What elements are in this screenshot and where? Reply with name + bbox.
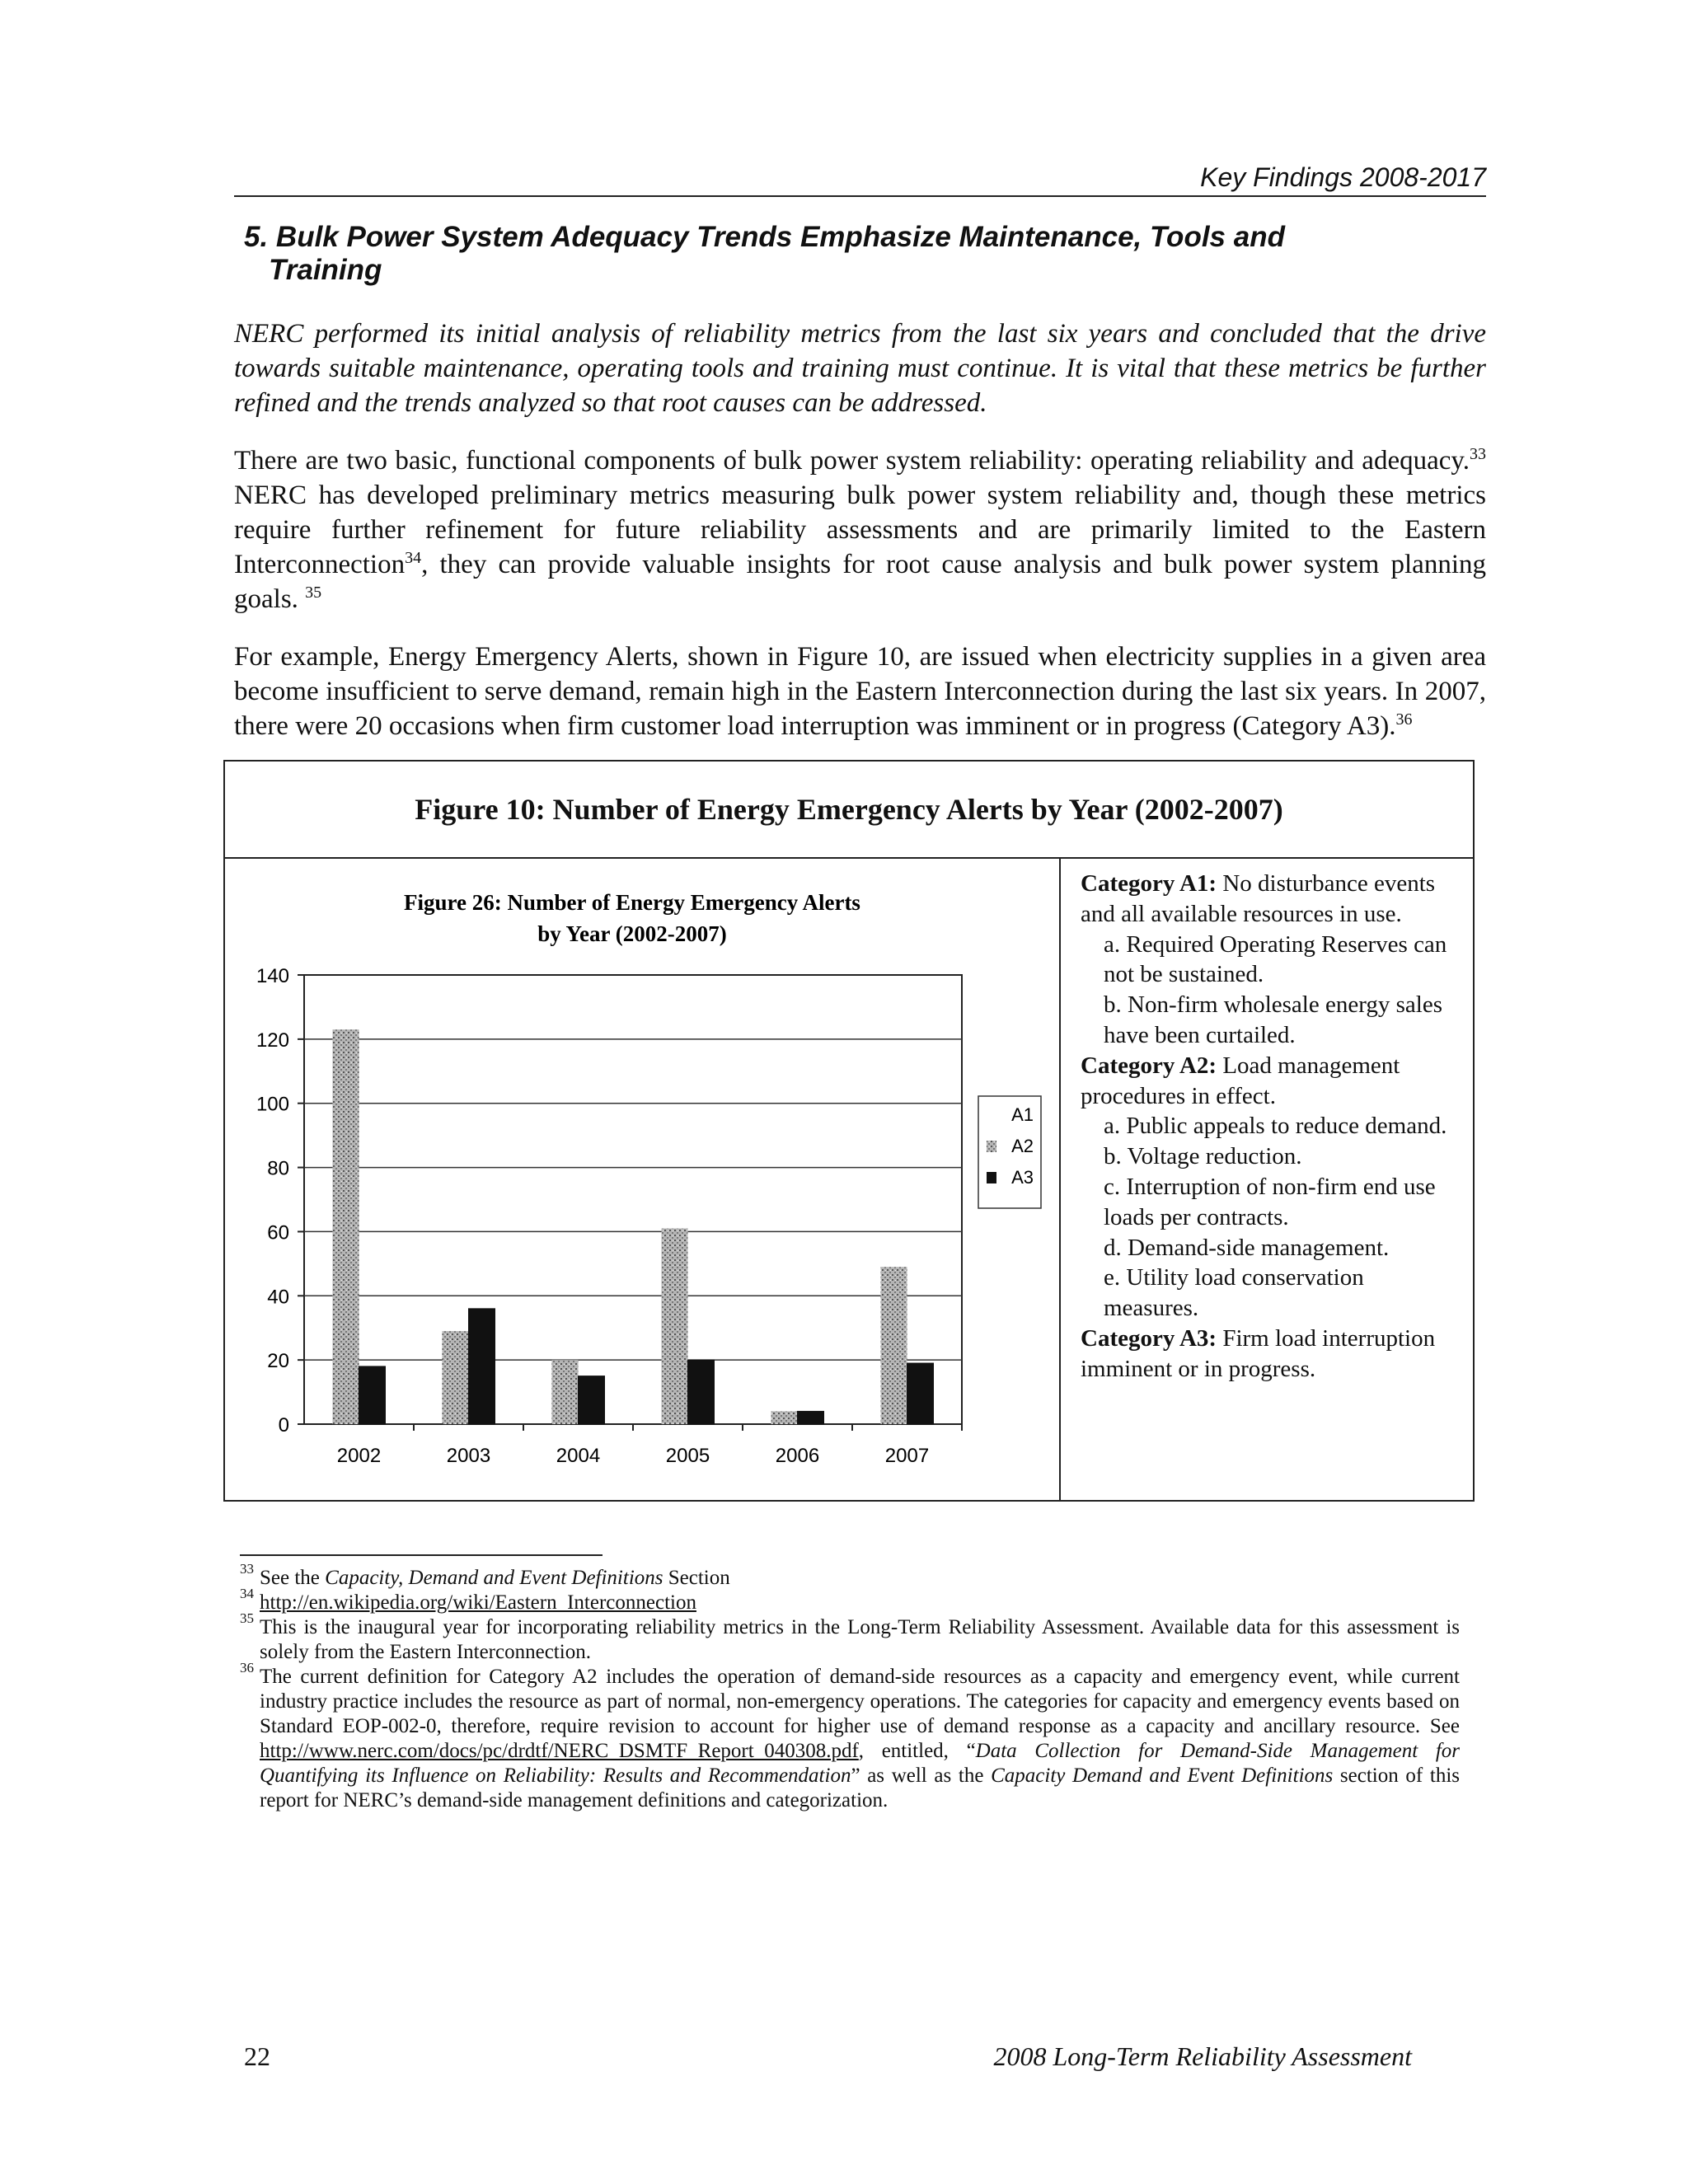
category-label: Category A2: (1081, 1052, 1217, 1079)
y-tick-label: 80 (267, 1157, 289, 1180)
legend-label-a2: A2 (1011, 1136, 1034, 1156)
nerc-report-link[interactable]: http://www.nerc.com/docs/pc/drdtf/NERC_DSMTF_Report_040308.pdf (260, 1740, 859, 1762)
y-tick-label: 40 (267, 1286, 289, 1309)
text: , they can provide valuable insights for root cause analysis and bulk power system planning goals. (234, 550, 1486, 614)
bar-a3-2002 (359, 1366, 386, 1424)
section-title-line2: Training (269, 254, 382, 286)
x-tick-label: 2002 (336, 1445, 382, 1467)
category-a2 (1081, 1051, 1456, 1112)
figure-title: Figure 10: Number of Energy Emergency Alerts by Year (2002-2007) (225, 762, 1473, 859)
category-text: Load management procedures in effect. (1081, 1052, 1400, 1109)
page-content (234, 221, 1486, 1813)
category-definitions (1061, 859, 1473, 1500)
list-item: a. Required Operating Reserves can not be sustained. (1104, 930, 1447, 988)
page-number: 22 (244, 2041, 270, 2071)
bar-a2-2003 (443, 1331, 469, 1424)
category-text: Firm load interruption imminent or in progress. (1081, 1324, 1436, 1382)
bar-a3-2005 (688, 1360, 715, 1424)
running-header: Key Findings 2008-2017 (1200, 162, 1486, 192)
bar-a3-2007 (907, 1363, 934, 1424)
text: The current definition for Category A2 includes the operation of demand-side resources as a capacity and emergency event, while current industry practice includes the resource as part of normal, non-emergency operations. The categories for capacity and emergency events based on Standard EOP-002-0, therefore, require revision to account for higher use of demand response as a capacity and ancillary resource. See (260, 1666, 1460, 1737)
text: Capacity Demand and Event Definitions (991, 1765, 1334, 1787)
list-item: b. Voltage reduction. (1104, 1143, 1302, 1170)
text: ” as well as the (851, 1765, 992, 1787)
footnotes (240, 1561, 1460, 1813)
category-a1 (1081, 869, 1456, 930)
figure-body (225, 859, 1473, 1500)
y-tick-label: 120 (256, 1029, 289, 1052)
footnote-number: 35 (240, 1610, 254, 1626)
footnote-36 (240, 1660, 1460, 1813)
y-tick-label: 140 (256, 965, 289, 987)
text: Data Collection for Demand-Side Management for Quantifying its Influence on Reliability: Results and Recommendation (260, 1740, 1460, 1787)
body-paragraph-example (234, 640, 1486, 743)
wikipedia-link[interactable]: http://en.wikipedia.org/wiki/Eastern_Interconnection (260, 1591, 696, 1614)
x-tick-label: 2007 (884, 1445, 930, 1467)
footnote-ref[interactable]: 34 (405, 549, 422, 567)
x-tick-label: 2003 (446, 1445, 491, 1467)
footnote-number: 34 (240, 1586, 254, 1601)
text: Section (663, 1567, 730, 1589)
text: See the (260, 1567, 326, 1589)
bar-a2-2004 (552, 1360, 579, 1424)
footnote-34 (240, 1586, 1460, 1615)
bar-a2-2002 (333, 1029, 359, 1424)
figure-box (223, 760, 1475, 1502)
list-item: e. Utility load conservation measures. (1104, 1264, 1364, 1322)
section-title-line1: 5. Bulk Power System Adequacy Trends Emphasize Maintenance, Tools and (244, 221, 1285, 253)
category-a3 (1081, 1324, 1456, 1385)
section-title (244, 221, 1486, 287)
body-paragraph-components (234, 443, 1486, 616)
chart-cell (225, 859, 1061, 1500)
text: There are two basic, functional components of bulk power system reliability: operating reliability and adequacy. (234, 446, 1470, 476)
list-item: d. Demand-side management. (1104, 1234, 1390, 1261)
list-item: b. Non-firm wholesale energy sales have been curtailed. (1104, 991, 1442, 1048)
legend-swatch-a3 (987, 1172, 996, 1183)
bar-a3-2003 (469, 1309, 495, 1424)
x-tick-label: 2004 (556, 1445, 601, 1467)
bar-a2-2006 (771, 1411, 798, 1424)
bar-a2-2005 (662, 1229, 688, 1424)
category-text: No disturbance events and all available resources in use. (1081, 870, 1436, 927)
category-label: Category A3: (1081, 1324, 1217, 1352)
footnote-ref[interactable]: 36 (1395, 710, 1413, 729)
text: section of this report for NERC’s demand-side management definitions and categorization. (260, 1765, 1460, 1811)
report-title-footer: 2008 Long-Term Reliability Assessment (993, 2041, 1412, 2071)
legend-label-a3: A3 (1011, 1167, 1034, 1188)
footnote-ref[interactable]: 35 (305, 583, 322, 602)
text: , entitled, “ (858, 1740, 976, 1762)
footnote-35 (240, 1610, 1460, 1665)
summary-paragraph: NERC performed its initial analysis of reliability metrics from the last six years and concluded that the drive towards suitable maintenance, operating tools and training must continue. It is vital that these metrics be further refined and the trends analyzed so that root causes can be addressed. (234, 319, 1486, 418)
bar-a3-2006 (798, 1411, 824, 1424)
footnote-number: 36 (240, 1660, 254, 1675)
chart-title-line2: by Year (2002-2007) (537, 921, 727, 946)
list-item: c. Interruption of non-firm end use loads per contracts. (1104, 1173, 1436, 1230)
x-tick-label: 2005 (665, 1445, 710, 1467)
bar-a3-2004 (579, 1376, 605, 1424)
footnote-ref[interactable]: 33 (1470, 445, 1486, 463)
text: Capacity, Demand and Event Definitions (325, 1567, 663, 1589)
text: For example, Energy Emergency Alerts, shown in Figure 10, are issued when electricity supplies in a given area become insufficient to serve demand, remain high in the Eastern Interconnection during the last six years. In 2007, there were 20 occasions when firm customer load interruption was imminent or in progress (Category A3). (234, 642, 1486, 741)
text: NERC has developed preliminary metrics measuring bulk power system reliability and, though these metrics require further refinement for future reliability assessments and are primarily limited to the Eastern Interconnection (234, 480, 1486, 579)
footnote-number: 33 (240, 1561, 254, 1577)
list-item: a. Public appeals to reduce demand. (1104, 1113, 1447, 1140)
y-tick-label: 0 (278, 1414, 289, 1436)
bar-a2-2007 (881, 1267, 907, 1424)
bar-chart (225, 859, 1059, 1500)
y-tick-label: 20 (267, 1350, 289, 1373)
footnote-rule (240, 1554, 603, 1556)
plot-area (304, 975, 962, 1424)
category-label: Category A1: (1081, 870, 1217, 897)
footnote-33 (240, 1561, 1460, 1591)
y-tick-label: 60 (267, 1221, 289, 1244)
legend-swatch-a2 (987, 1141, 996, 1152)
chart-title-line1: Figure 26: Number of Energy Emergency Alerts (404, 890, 860, 915)
y-tick-label: 100 (256, 1093, 289, 1116)
header-rule (234, 195, 1486, 197)
x-tick-label: 2006 (775, 1445, 820, 1467)
text: This is the inaugural year for incorporating reliability metrics in the Long-Term Reliability Assessment. Available data for this assessment is solely from the Eastern Interconnection. (260, 1616, 1460, 1663)
legend-label-a1: A1 (1011, 1104, 1034, 1125)
